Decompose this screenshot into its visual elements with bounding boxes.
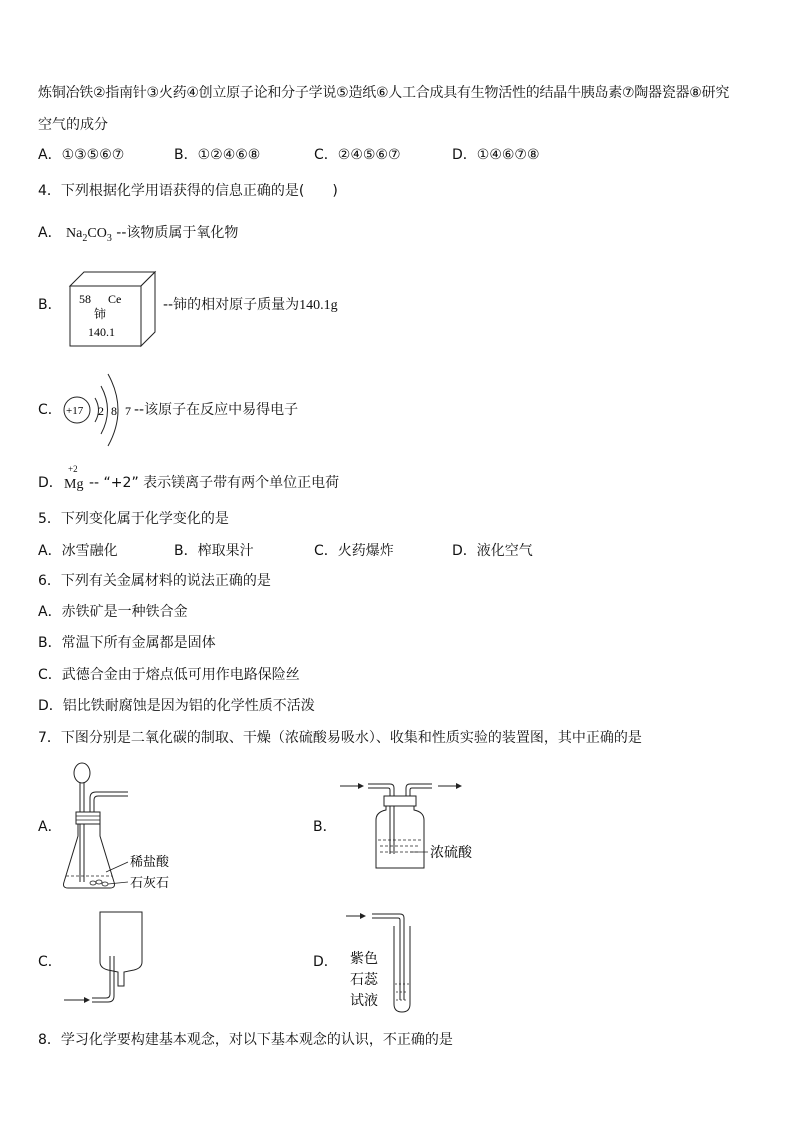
q4-a-formula: $Na_2CO_3$ xyxy=(66,226,112,244)
q7-option-b[interactable]: B． xyxy=(313,819,337,835)
atom-nucleus-charge: +17 xyxy=(66,405,84,417)
q4-b-label[interactable]: B． xyxy=(38,297,62,313)
q4-d-charge: +2 xyxy=(68,464,78,474)
litmus-label-line1: 紫色 xyxy=(350,951,378,967)
gas-drying-bottle xyxy=(340,778,480,873)
q6-option-c[interactable]: C．武德合金由于熔点低可用作电路保险丝 xyxy=(38,667,300,683)
conc-sulfuric-acid-label: 浓硫酸 xyxy=(430,845,472,861)
litmus-label-line3: 试液 xyxy=(350,993,378,1009)
q3-text-line2: 空气的成分 xyxy=(38,117,108,133)
shell-1-electrons: 2 xyxy=(98,404,104,418)
q4-option-a[interactable] xyxy=(38,224,238,248)
q6-option-d[interactable]: D．铝比铁耐腐蚀是因为铝的化学性质不活泼 xyxy=(38,698,315,714)
q5-option-c[interactable]: C．火药爆炸 xyxy=(314,543,394,559)
q4-c-label[interactable]: C． xyxy=(38,402,62,418)
q4-d-text: -- “+2” 表示镁离子带有两个单位正电荷 xyxy=(89,475,340,491)
gas-collection-bottle xyxy=(62,912,142,1007)
co2-generation-apparatus xyxy=(62,760,192,895)
q8-stem: 8．学习化学要构建基本观念，对以下基本观念的认识，不正确的是 xyxy=(38,1032,453,1048)
q4-a-text: --该物质属于氧化物 xyxy=(116,225,239,241)
q4-d-label[interactable]: D． xyxy=(38,475,63,491)
q7-stem: 7．下图分别是二氧化碳的制取、干燥（浓硫酸易吸水）、收集和性质实验的装置图，其中正确的是 xyxy=(38,730,642,746)
q3-option-d[interactable]: D．①④⑥⑦⑧ xyxy=(452,147,540,163)
element-cell-diagram xyxy=(68,270,158,350)
atom-structure-diagram xyxy=(62,364,142,459)
q3-option-a[interactable]: A．①③⑤⑥⑦ xyxy=(38,147,125,163)
q4-c-text: --该原子在反应中易得电子 xyxy=(134,402,299,418)
shell-2-electrons: 8 xyxy=(111,404,117,418)
element-mass: 140.1 xyxy=(88,325,115,339)
q4-a-label: A． xyxy=(38,225,62,241)
q3-option-b[interactable]: B．①②④⑥⑧ xyxy=(174,147,261,163)
litmus-label-line2: 石蕊 xyxy=(350,972,378,988)
q5-option-b[interactable]: B．榨取果汁 xyxy=(174,543,254,559)
element-atomic-number: 58 xyxy=(79,292,91,306)
q5-option-d[interactable]: D．液化空气 xyxy=(452,543,533,559)
shell-3-electrons: 7 xyxy=(125,404,131,418)
litmus-test-tube xyxy=(346,904,436,1016)
q6-option-a[interactable]: A．赤铁矿是一种铁合金 xyxy=(38,604,188,620)
element-symbol: Ce xyxy=(108,292,122,306)
q7-option-c[interactable]: C． xyxy=(38,954,62,970)
q5-option-a[interactable]: A．冰雪融化 xyxy=(38,543,118,559)
q3-option-c[interactable]: C．②④⑤⑥⑦ xyxy=(314,147,401,163)
q4-stem: 4．下列根据化学用语获得的信息正确的是( ) xyxy=(38,183,338,199)
q3-text-line1: 炼铜冶铁②指南针③火药④创立原子论和分子学说⑤造纸⑥人工合成具有生物活性的结晶牛胰岛素⑦陶器瓷器⑧研究 xyxy=(38,85,730,101)
q7-option-a[interactable]: A． xyxy=(38,819,62,835)
q7-option-d[interactable]: D． xyxy=(313,954,338,970)
q6-stem: 6．下列有关金属材料的说法正确的是 xyxy=(38,573,271,589)
q6-option-b[interactable]: B．常温下所有金属都是固体 xyxy=(38,635,216,651)
dilute-hcl-label: 稀盐酸 xyxy=(130,855,170,870)
element-name: 铈 xyxy=(94,307,107,321)
limestone-label: 石灰石 xyxy=(130,876,170,891)
q4-b-text: --铈的相对原子质量为140.1g xyxy=(163,297,338,313)
q4-d-symbol: Mg xyxy=(64,477,84,492)
q5-stem: 5．下列变化属于化学变化的是 xyxy=(38,511,229,527)
